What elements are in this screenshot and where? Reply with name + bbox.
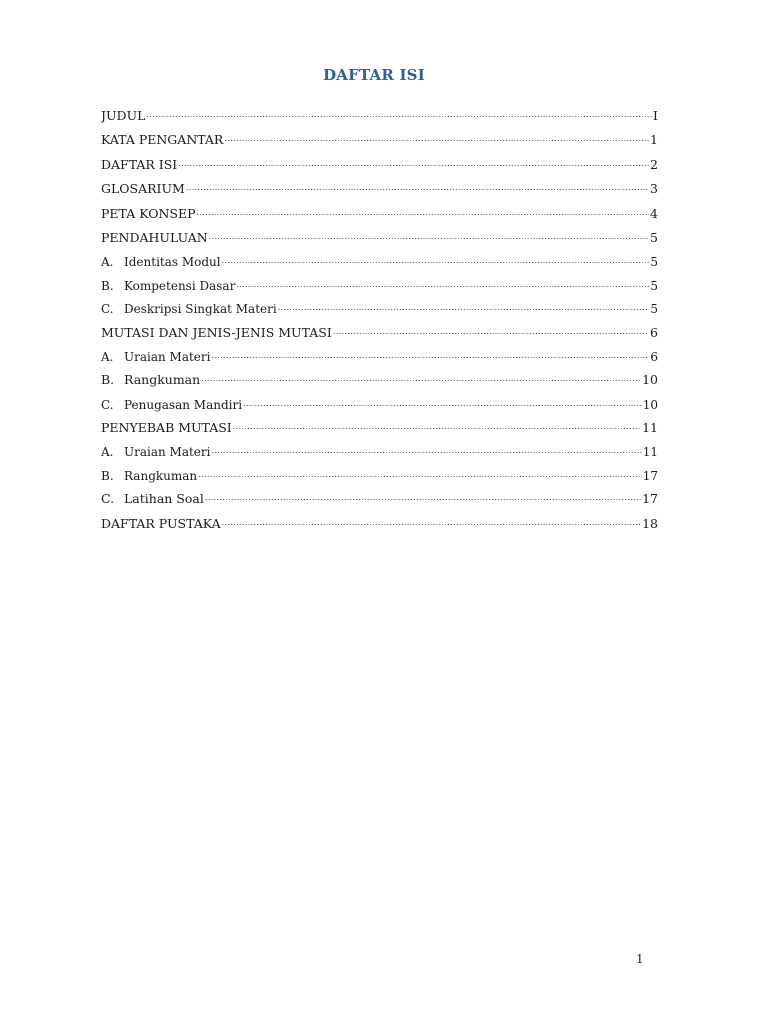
toc-entry-letter: C. — [101, 302, 114, 317]
toc-dot-leader — [333, 327, 649, 337]
toc-entry-page: 3 — [650, 181, 658, 197]
toc-entry-label: GLOSARIUM — [101, 181, 185, 197]
toc-entry-label: Latihan Soal — [124, 491, 204, 507]
toc-entry[interactable] — [101, 230, 658, 246]
toc-entry-label: KATA PENGANTAR — [101, 132, 224, 148]
toc-entry[interactable] — [101, 157, 658, 173]
toc-entry-label: Uraian Materi — [124, 349, 211, 364]
toc-dot-leader — [201, 374, 641, 384]
toc-entry-label: Uraian Materi — [124, 445, 211, 460]
toc-dot-leader — [198, 470, 642, 480]
toc-dot-leader — [209, 232, 649, 242]
toc-dot-leader — [211, 446, 641, 456]
toc-entry-letter: B. — [101, 468, 114, 483]
toc-entry-letter: B. — [101, 372, 115, 388]
toc-entry-page: 11 — [642, 445, 658, 460]
toc-entry-label: DAFTAR ISI — [101, 156, 178, 172]
toc-dot-leader — [205, 493, 641, 503]
toc-entry-page: 5 — [650, 229, 658, 245]
toc-entry-page: 6 — [650, 349, 658, 364]
toc-entry[interactable] — [101, 181, 658, 197]
toc-dot-leader — [224, 134, 649, 144]
toc-entry-label: Kompetensi Dasar — [124, 278, 236, 293]
toc-entry[interactable] — [101, 491, 658, 507]
toc-entry-page: 17 — [642, 491, 658, 507]
toc-entry-page: 11 — [642, 420, 658, 436]
toc-entry[interactable] — [101, 325, 658, 341]
toc-entry[interactable] — [101, 108, 658, 124]
toc-entry[interactable] — [101, 516, 658, 532]
toc-entry[interactable] — [101, 397, 658, 413]
toc-entry[interactable] — [101, 278, 658, 294]
toc-entry-letter: A. — [101, 255, 114, 270]
toc-dot-leader — [178, 159, 649, 169]
toc-dot-leader — [222, 518, 641, 528]
toc-dot-leader — [146, 110, 652, 120]
toc-entry[interactable] — [101, 468, 658, 484]
toc-entry-page: I — [653, 108, 658, 123]
toc-entry[interactable] — [101, 420, 658, 436]
toc-entry-letter: C. — [101, 491, 115, 507]
toc-entry-letter: A. — [101, 349, 114, 364]
toc-entry[interactable] — [101, 206, 658, 222]
toc-entry-label: DAFTAR PUSTAKA — [101, 515, 221, 531]
toc-entry-label: Penugasan Mandiri — [124, 397, 243, 412]
toc-entry-label: Deskripsi Singkat Materi — [124, 302, 277, 317]
toc-entry[interactable] — [101, 444, 658, 460]
toc-dot-leader — [236, 280, 649, 290]
toc-entry-page: 17 — [642, 468, 658, 483]
toc-dot-leader — [196, 208, 649, 218]
toc-dot-leader — [243, 399, 642, 409]
toc-dot-leader — [186, 183, 649, 193]
toc-entry-label: Rangkuman — [124, 372, 201, 388]
toc-entry-label: PETA KONSEP — [101, 205, 196, 221]
toc-dot-leader — [211, 351, 649, 361]
toc-dot-leader — [233, 422, 641, 432]
toc-entry-page: 5 — [650, 255, 658, 270]
toc-entry-label: JUDUL — [101, 108, 146, 123]
toc-entry-page: 10 — [642, 397, 658, 412]
page-number: 1 — [636, 952, 644, 966]
toc-entry-page: 6 — [650, 324, 658, 340]
toc-entry-letter: B. — [101, 278, 114, 293]
toc-entry[interactable] — [101, 132, 658, 148]
toc-entry-label: PENYEBAB MUTASI — [101, 420, 232, 436]
toc-entry-page: 5 — [650, 278, 658, 293]
toc-entry-letter: C. — [101, 397, 114, 412]
toc-entry-label: Identitas Modul — [124, 255, 221, 270]
toc-dot-leader — [222, 256, 650, 266]
toc-entry-page: 4 — [650, 205, 658, 221]
toc-entry[interactable] — [101, 349, 658, 365]
toc-entry-page: 10 — [642, 372, 658, 388]
toc-entry-label: MUTASI DAN JENIS-JENIS MUTASI — [101, 324, 332, 340]
toc-entry-page: 1 — [650, 132, 658, 148]
toc-entry-page: 18 — [642, 515, 658, 531]
toc-entry-letter: A. — [101, 445, 114, 460]
toc-entry-page: 5 — [650, 302, 658, 317]
toc-dot-leader — [278, 303, 650, 313]
toc-entry[interactable] — [101, 254, 658, 270]
toc-entry-page: 2 — [650, 156, 658, 172]
toc-entry-label: PENDAHULUAN — [101, 229, 208, 245]
page-title: DAFTAR ISI — [323, 66, 425, 84]
table-of-contents — [101, 108, 658, 540]
toc-entry-label: Rangkuman — [124, 468, 198, 483]
toc-entry[interactable] — [101, 372, 658, 388]
toc-entry[interactable] — [101, 301, 658, 317]
